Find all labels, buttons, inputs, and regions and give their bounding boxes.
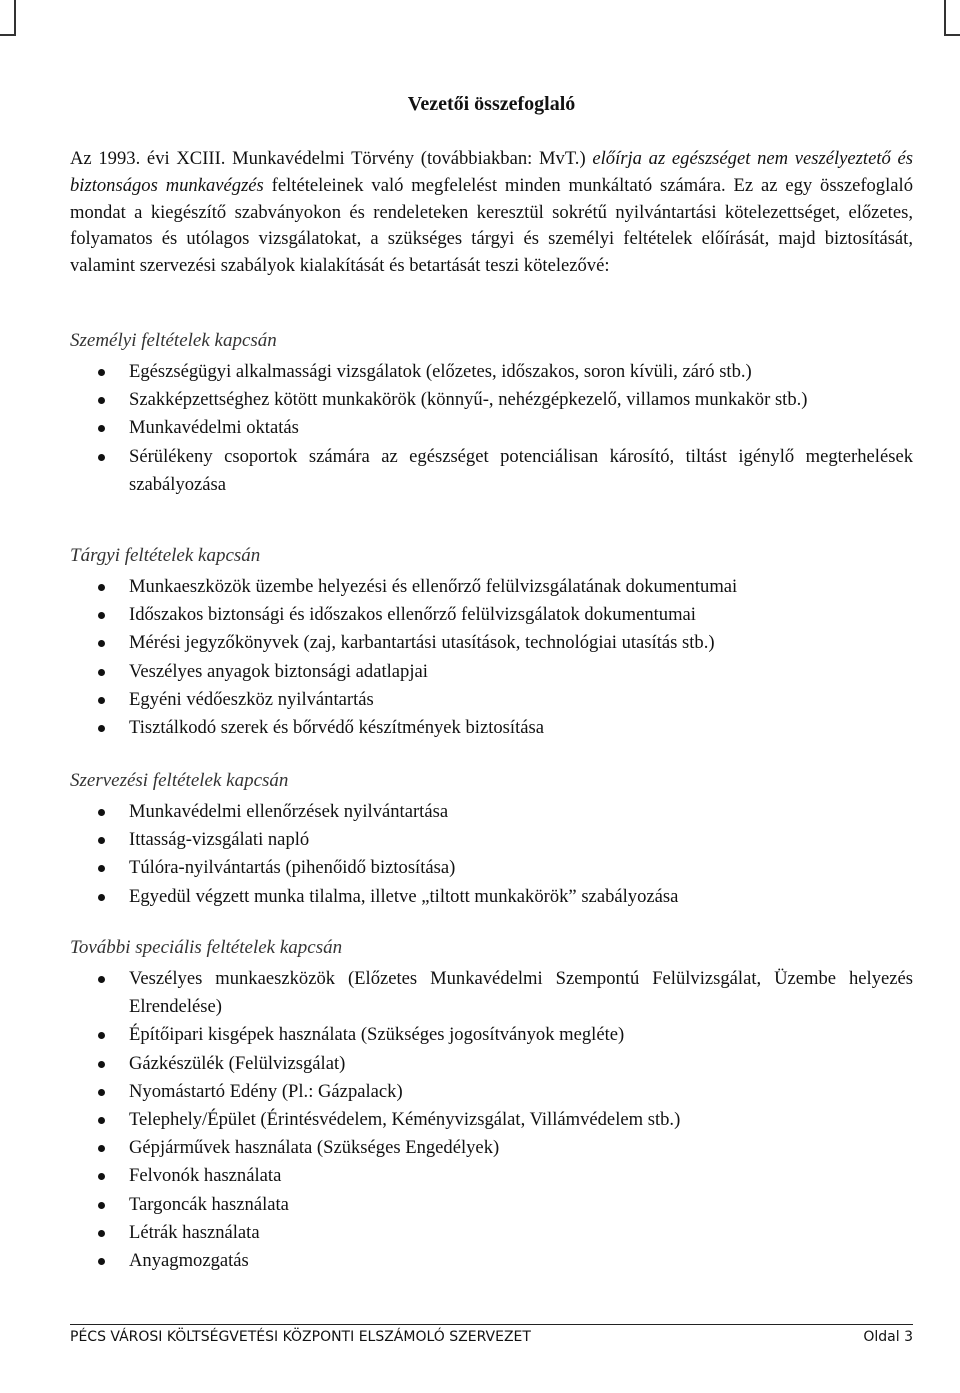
list-item: Sérülékeny csoportok számára az egészséget potenciálisan károsító, tiltást igénylő megterhelések szabályozása <box>70 443 913 499</box>
bullet-list <box>70 965 913 1275</box>
list-item: Veszélyes anyagok biztonsági adatlapjai <box>70 658 913 686</box>
list-item: Létrák használata <box>70 1219 913 1247</box>
list-item: Túlóra-nyilvántartás (pihenőidő biztosítása) <box>70 854 913 882</box>
bullet-icon <box>98 697 105 704</box>
bullet-icon <box>98 640 105 647</box>
section-heading: További speciális feltételek kapcsán <box>70 937 343 958</box>
bullet-icon <box>98 1258 105 1265</box>
bullet-icon <box>98 1173 105 1180</box>
bullet-list <box>70 573 913 742</box>
list-item: Tisztálkodó szerek és bőrvédő készítmények biztosítása <box>70 714 913 742</box>
bullet-icon <box>98 425 105 432</box>
footer-organization: PÉCS VÁROSI KÖLTSÉGVETÉSI KÖZPONTI ELSZÁMOLÓ SZERVEZET <box>70 1329 531 1345</box>
section-heading: Személyi feltételek kapcsán <box>70 330 277 351</box>
section-material <box>70 542 913 742</box>
list-item: Ittasság-vizsgálati napló <box>70 826 913 854</box>
intro-italic: előírja az egészséget nem veszélyeztető és biztonságos munkavégzés <box>70 148 914 196</box>
bullet-icon <box>98 894 105 901</box>
bullet-icon <box>98 837 105 844</box>
list-item: Gépjárművek használata (Szükséges Engedélyek) <box>70 1134 913 1162</box>
section-heading: Szervezési feltételek kapcsán <box>70 770 289 791</box>
bullet-icon <box>98 1061 105 1068</box>
section-personal <box>70 327 913 499</box>
corner-mark-right <box>944 0 960 36</box>
page-title: Vezetői összefoglaló <box>407 93 576 115</box>
list-item: Munkavédelmi ellenőrzések nyilvántartása <box>70 798 913 826</box>
list-item: Munkaeszközök üzembe helyezési és ellenőrző felülvizsgálatának dokumentumai <box>70 573 913 601</box>
bullet-icon <box>98 865 105 872</box>
page-footer <box>70 1324 913 1345</box>
intro-part-1: Az 1993. évi XCIII. Munkavédelmi Törvény (továbbiakban: MvT.) <box>70 148 593 169</box>
bullet-icon <box>98 1032 105 1039</box>
bullet-icon <box>98 1089 105 1096</box>
list-item: Targoncák használata <box>70 1191 913 1219</box>
bullet-icon <box>98 1145 105 1152</box>
list-item: Egészségügyi alkalmassági vizsgálatok (előzetes, időszakos, soron kívüli, záró stb.) <box>70 358 913 386</box>
section-special <box>70 934 913 1275</box>
section-heading: Tárgyi feltételek kapcsán <box>70 545 261 566</box>
list-item: Szakképzettséghez kötött munkakörök (könnyű-, nehézgépkezelő, villamos munkakör stb.) <box>70 386 913 414</box>
list-item: Építőipari kisgépek használata (Szükséges jogosítványok megléte) <box>70 1021 913 1049</box>
bullet-icon <box>98 397 105 404</box>
bullet-icon <box>98 725 105 732</box>
section-organizational <box>70 767 913 911</box>
bullet-icon <box>98 612 105 619</box>
list-item: Egyéni védőeszköz nyilvántartás <box>70 686 913 714</box>
list-item: Mérési jegyzőkönyvek (zaj, karbantartási utasítások, technológiai utasítás stb.) <box>70 629 913 657</box>
list-item: Telephely/Épület (Érintésvédelem, Kéményvizsgálat, Villámvédelem stb.) <box>70 1106 913 1134</box>
corner-mark-left <box>0 0 16 36</box>
intro-part-3: Ez az egy összefoglaló mondat a kiegészítő szabványokon és rendeleteken keresztül sokrétű nyilvántartási kötelezettséget, előzetes, folyamatos és utólagos vizsgálatokat, a szükséges tárgyi és személyi feltételek előírását, majd biztosítását, valamint szervezési szabályok kialakítását és betartását teszi kötelezővé: <box>70 174 913 277</box>
bullet-list <box>70 358 913 499</box>
footer-page-number: Oldal 3 <box>863 1329 913 1345</box>
bullet-icon <box>98 976 105 983</box>
list-item: Nyomástartó Edény (Pl.: Gázpalack) <box>70 1078 913 1106</box>
bullet-icon <box>98 1230 105 1237</box>
bullet-icon <box>98 1202 105 1209</box>
intro-part-2: feltételeinek való megfelelést minden munkáltató számára. <box>263 174 734 196</box>
list-item: Időszakos biztonsági és időszakos ellenőrző felülvizsgálatok dokumentumai <box>70 601 913 629</box>
bullet-list <box>70 798 913 911</box>
bullet-icon <box>98 669 105 676</box>
bullet-icon <box>98 369 105 376</box>
list-item: Veszélyes munkaeszközök (Előzetes Munkavédelmi Szempontú Felülvizsgálat, Üzembe helyezés Elrendelése) <box>70 965 913 1021</box>
bullet-icon <box>98 1117 105 1124</box>
list-item: Munkavédelmi oktatás <box>70 414 913 442</box>
intro-paragraph <box>70 146 913 280</box>
bullet-icon <box>98 809 105 816</box>
bullet-icon <box>98 454 105 461</box>
list-item: Egyedül végzett munka tilalma, illetve „tiltott munkakörök” szabályozása <box>70 883 913 911</box>
list-item: Anyagmozgatás <box>70 1247 913 1275</box>
bullet-icon <box>98 584 105 591</box>
list-item: Felvonók használata <box>70 1162 913 1190</box>
list-item: Gázkészülék (Felülvizsgálat) <box>70 1050 913 1078</box>
